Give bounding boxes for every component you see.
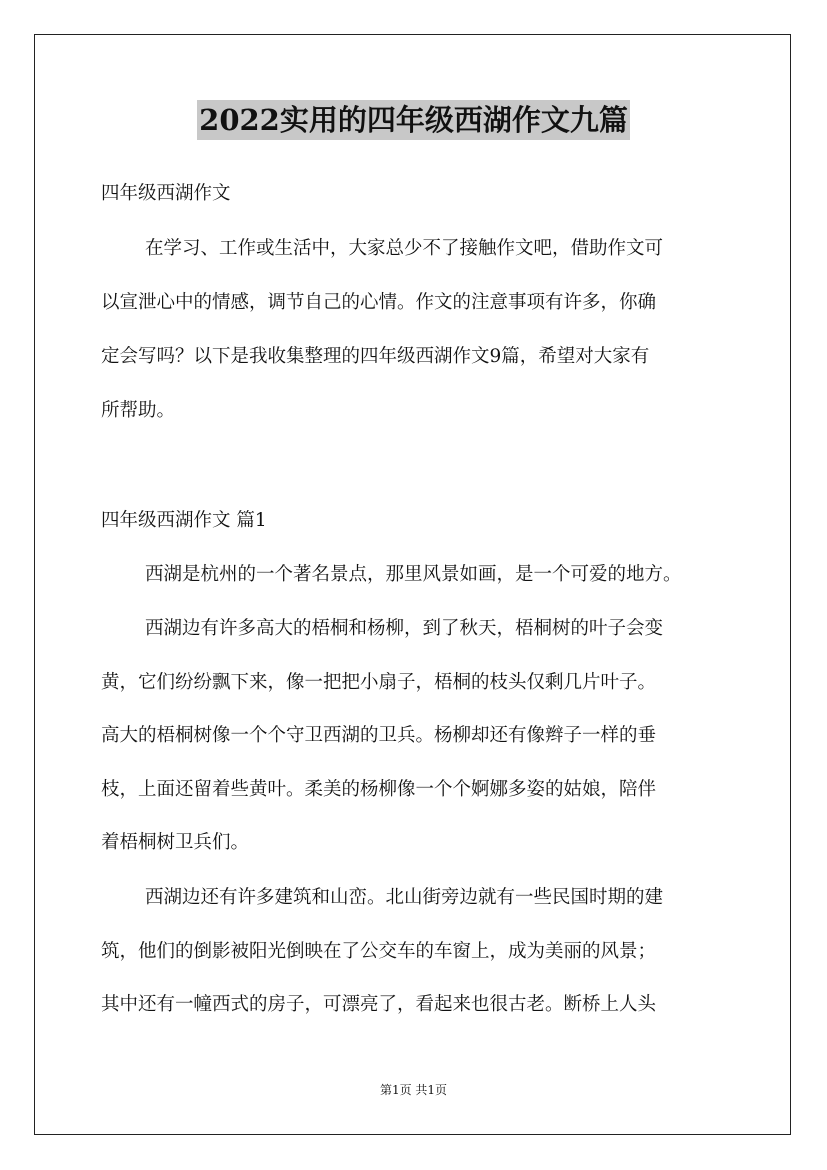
paragraph-line: 着梧桐树卫兵们。: [101, 832, 250, 853]
paragraph-line: 西湖边有许多高大的梧桐和杨柳，到了秋天，梧桐树的叶子会变: [145, 618, 664, 639]
paragraph-line: 筑，他们的倒影被阳光倒映在了公交车的车窗上，成为美丽的风景；: [101, 941, 657, 962]
paragraph-line: 其中还有一幢西式的房子，可漂亮了，看起来也很古老。断桥上人头: [101, 994, 657, 1015]
paragraph-line: 西湖边还有许多建筑和山峦。北山街旁边就有一些民国时期的建: [145, 887, 664, 908]
paragraph-line: 高大的梧桐树像一个个守卫西湖的卫兵。杨柳却还有像辫子一样的垂: [101, 725, 657, 746]
paragraph-line: 黄，它们纷纷飘下来，像一把把小扇子，梧桐的枝头仅剩几片叶子。: [101, 672, 657, 693]
paragraph-line: 西湖是杭州的一个著名景点，那里风景如画，是一个可爱的地方。: [145, 564, 682, 585]
paragraph-line: 枝，上面还留着些黄叶。柔美的杨柳像一个个婀娜多姿的姑娘，陪伴: [101, 779, 657, 800]
intro-line: 所帮助。: [101, 400, 176, 421]
section-heading: 四年级西湖作文 篇1: [101, 510, 267, 531]
title-container: [0, 100, 827, 140]
document-title: 2022实用的四年级西湖作文九篇: [197, 100, 630, 140]
page-footer: 第1页 共1页: [379, 1083, 448, 1097]
intro-line: 在学习、工作或生活中，大家总少不了接触作文吧，借助作文可: [145, 238, 664, 259]
intro-line: 以宣泄心中的情感，调节自己的心情。作文的注意事项有许多，你确: [101, 292, 657, 313]
section-heading: 四年级西湖作文: [101, 183, 231, 204]
intro-line: 定会写吗？以下是我收集整理的四年级西湖作文9篇，希望对大家有: [101, 346, 650, 367]
